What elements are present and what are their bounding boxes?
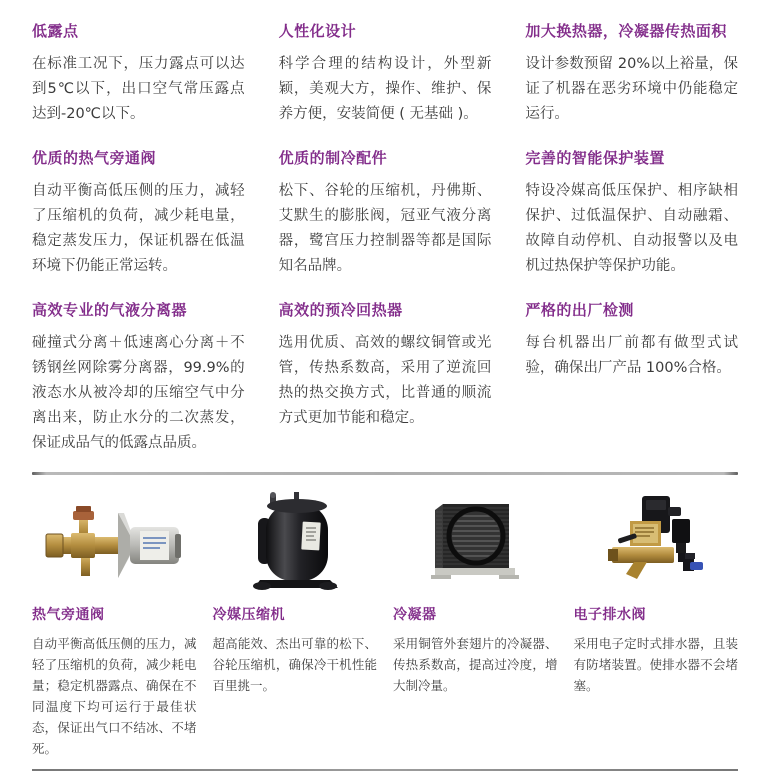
product-name: 冷凝器	[393, 607, 437, 623]
section-divider	[32, 472, 738, 475]
feature-title: 加大换热器，冷凝器传热面积	[525, 22, 727, 40]
feature-smart-protection	[525, 147, 738, 279]
product-electronic-drain-valve	[574, 492, 739, 759]
feature-body: 自动平衡高低压侧的压力，减轻了压缩机的负荷，减少耗电量，稳定蒸发压力，保证机器在低温环境下仍能正常运转。	[32, 183, 245, 274]
condenser-icon	[429, 498, 521, 586]
feature-quality-bypass-valve	[32, 147, 245, 279]
hot-gas-bypass-valve-photo	[32, 492, 197, 592]
product-desc: 采用铜管外套翅片的冷凝器、传热系数高，提高过冷度，增大制冷量。	[393, 636, 558, 693]
product-refrigerant-compressor	[213, 492, 378, 759]
electronic-drain-valve-photo	[574, 492, 739, 592]
feature-body: 每台机器出厂前都有做型式试验，确保出厂产品 100%合格。	[525, 335, 738, 376]
feature-title: 完善的智能保护装置	[525, 149, 665, 167]
feature-human-design	[279, 20, 492, 127]
product-desc: 超高能效、杰出可靠的松下、谷轮压缩机，确保冷干机性能百里挑一。	[212, 636, 377, 693]
feature-body: 松下、谷轮的压缩机，丹佛斯、艾默生的膨胀阀，冠亚气液分离器，鹭宫压力控制器等都是国际知名品牌。	[278, 183, 492, 274]
product-condenser	[393, 492, 558, 759]
product-desc: 自动平衡高低压侧的压力，减轻了压缩机的负荷，减少耗电量；稳定机器露点、确保在不同温度下均可运行于最佳状态，保证出气口不结冰、不堵死。	[32, 636, 197, 756]
feature-title: 人性化设计	[278, 22, 357, 40]
feature-low-dew-point	[32, 20, 245, 127]
feature-title: 低露点	[32, 22, 79, 40]
product-hot-gas-bypass-valve	[32, 492, 197, 759]
product-name: 电子排水阀	[573, 607, 646, 623]
feature-quality-refrigeration-parts	[279, 147, 492, 279]
feature-factory-test	[525, 299, 738, 456]
product-name: 热气旁通阀	[32, 607, 105, 623]
refrigerant-compressor-photo	[213, 492, 378, 592]
feature-enlarged-heat-exchanger	[525, 20, 738, 127]
hot-gas-bypass-valve-icon	[42, 500, 187, 584]
electronic-drain-valve-icon	[606, 494, 706, 590]
products-grid	[32, 492, 738, 759]
feature-title: 高效的预冷回热器	[278, 301, 403, 319]
feature-body: 碰撞式分离＋低速离心分离＋不锈钢丝网除雾分离器，99.9%的液态水从被冷却的压缩空气中分离出来，防止水分的二次蒸发，保证成品气的低露点品质。	[32, 335, 245, 451]
feature-title: 优质的热气旁通阀	[32, 149, 157, 167]
feature-body: 设计参数预留 20%以上裕量，保证了机器在恶劣环境中仍能稳定运行。	[525, 56, 738, 122]
product-desc: 采用电子定时式排水器，且装有防堵装置。使排水器不会堵塞。	[573, 636, 738, 693]
feature-title: 高效专业的气液分离器	[32, 301, 188, 319]
feature-body: 在标准工况下，压力露点可以达到5℃以下，出口空气常压露点达到-20℃以下。	[32, 56, 245, 122]
features-grid	[32, 20, 738, 456]
feature-body: 特设冷媒高低压保护、相序缺相保护、过低温保护、自动融霜、故障自动停机、自动报警以及电机过热保护等保护功能。	[525, 183, 738, 274]
feature-title: 优质的制冷配件	[278, 149, 388, 167]
feature-body: 选用优质、高效的螺纹铜管或光管，传热系数高，采用了逆流回热的热交换方式，比普通的顺流方式更加节能和稳定。	[278, 335, 492, 426]
feature-body: 科学合理的结构设计，外型新颖，美观大方，操作、维护、保养方便，安装简便 ( 无基础 )。	[278, 56, 492, 122]
feature-title: 严格的出厂检测	[525, 301, 634, 319]
refrigerant-compressor-icon	[249, 492, 341, 592]
feature-precool-reheater	[279, 299, 492, 456]
product-name: 冷媒压缩机	[212, 607, 285, 623]
feature-gas-liquid-separator	[32, 299, 245, 456]
condenser-photo	[393, 492, 558, 592]
